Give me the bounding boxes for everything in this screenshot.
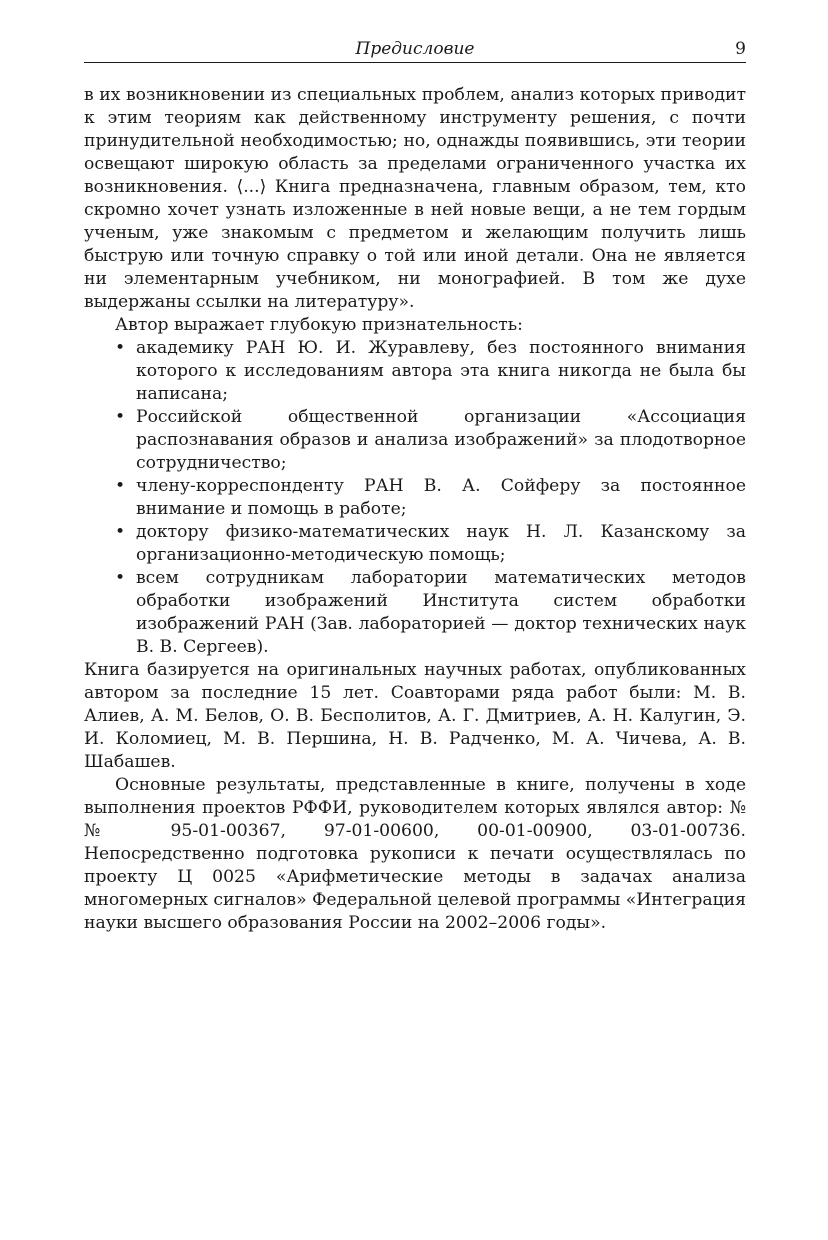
running-title: Предисловие xyxy=(355,39,475,59)
page-body xyxy=(84,84,746,935)
page-number: 9 xyxy=(735,39,746,59)
list-item xyxy=(115,406,746,475)
list-item xyxy=(115,521,746,567)
list-item-text: члену-корреспонденту РАН В. А. Сойферу за постоянное внимание и помощь в работе; xyxy=(136,476,746,519)
bullet-icon: • xyxy=(115,476,126,496)
list-item xyxy=(115,567,746,659)
list-item-text: доктору физико-математических наук Н. Л. Казанскому за организационно-методическую помощь; xyxy=(136,522,746,565)
list-item-text: Российской общественной организации «Ассоциация распознавания образов и анализа изображений» за плодотворное сотрудничество; xyxy=(136,407,746,473)
acknowledgement-list xyxy=(84,337,746,659)
bullet-icon: • xyxy=(115,407,126,427)
bullet-icon: • xyxy=(115,338,126,358)
bullet-icon: • xyxy=(115,522,126,542)
list-item-text: академику РАН Ю. И. Журавлеву, без постоянного внимания которого к исследованиям автора эта книга никогда не была бы написана; xyxy=(136,338,746,404)
paragraph-acknowledgement-intro: Автор выражает глубокую признательность: xyxy=(115,315,523,335)
page-header xyxy=(84,38,746,63)
paragraph-continuation: в их возникновении из специальных проблем, анализ которых приводит к этим теориям как действенному инструменту решения, с почти принудительной необходимостью; но, однажды появившись, эти теории освещают широкую область за пределами ограниченного участка их возникновения. ⟨...⟩ Книга предназначена, главным образом, тем, кто скромно хочет узнать изложенные в ней новые вещи, а не тем гордым ученым, уже знакомым с предметом и желающим получить лишь быструю или точную справку о той или иной детали. Она не является ни элементарным учебником, ни монографией. В том же духе выдержаны ссылки на литературу». xyxy=(84,85,746,312)
list-item xyxy=(115,337,746,406)
paragraph-coauthors: Книга базируется на оригинальных научных работах, опубликованных автором за последние 15 лет. Соавторами ряда работ были: М. В. Алиев, А. М. Белов, О. В. Бесполитов, А. Г. Дмитриев, А. Н. Калугин, Э. И. Коломиец, М. В. Першина, Н. В. Радченко, М. А. Чичева, А. В. Шабашев. xyxy=(84,660,746,772)
bullet-icon: • xyxy=(115,568,126,588)
list-item-text: всем сотрудникам лаборатории математических методов обработки изображений Института систем обработки изображений РАН (Зав. лабораторией — доктор технических наук В. В. Сергеев). xyxy=(136,568,746,657)
paragraph-funding: Основные результаты, представленные в книге, получены в ходе выполнения проектов РФФИ, руководителем которых являлся автор: №№ 95-01-00367, 97-01-00600, 00-01-00900, 03-01-00736. Непосредственно подготовка рукописи к печати осуществлялась по проекту Ц 0025 «Арифметические методы в задачах анализа многомерных сигналов» Федеральной целевой программы «Интеграция науки высшего образования России на 2002–2006 годы». xyxy=(84,775,746,933)
list-item xyxy=(115,475,746,521)
